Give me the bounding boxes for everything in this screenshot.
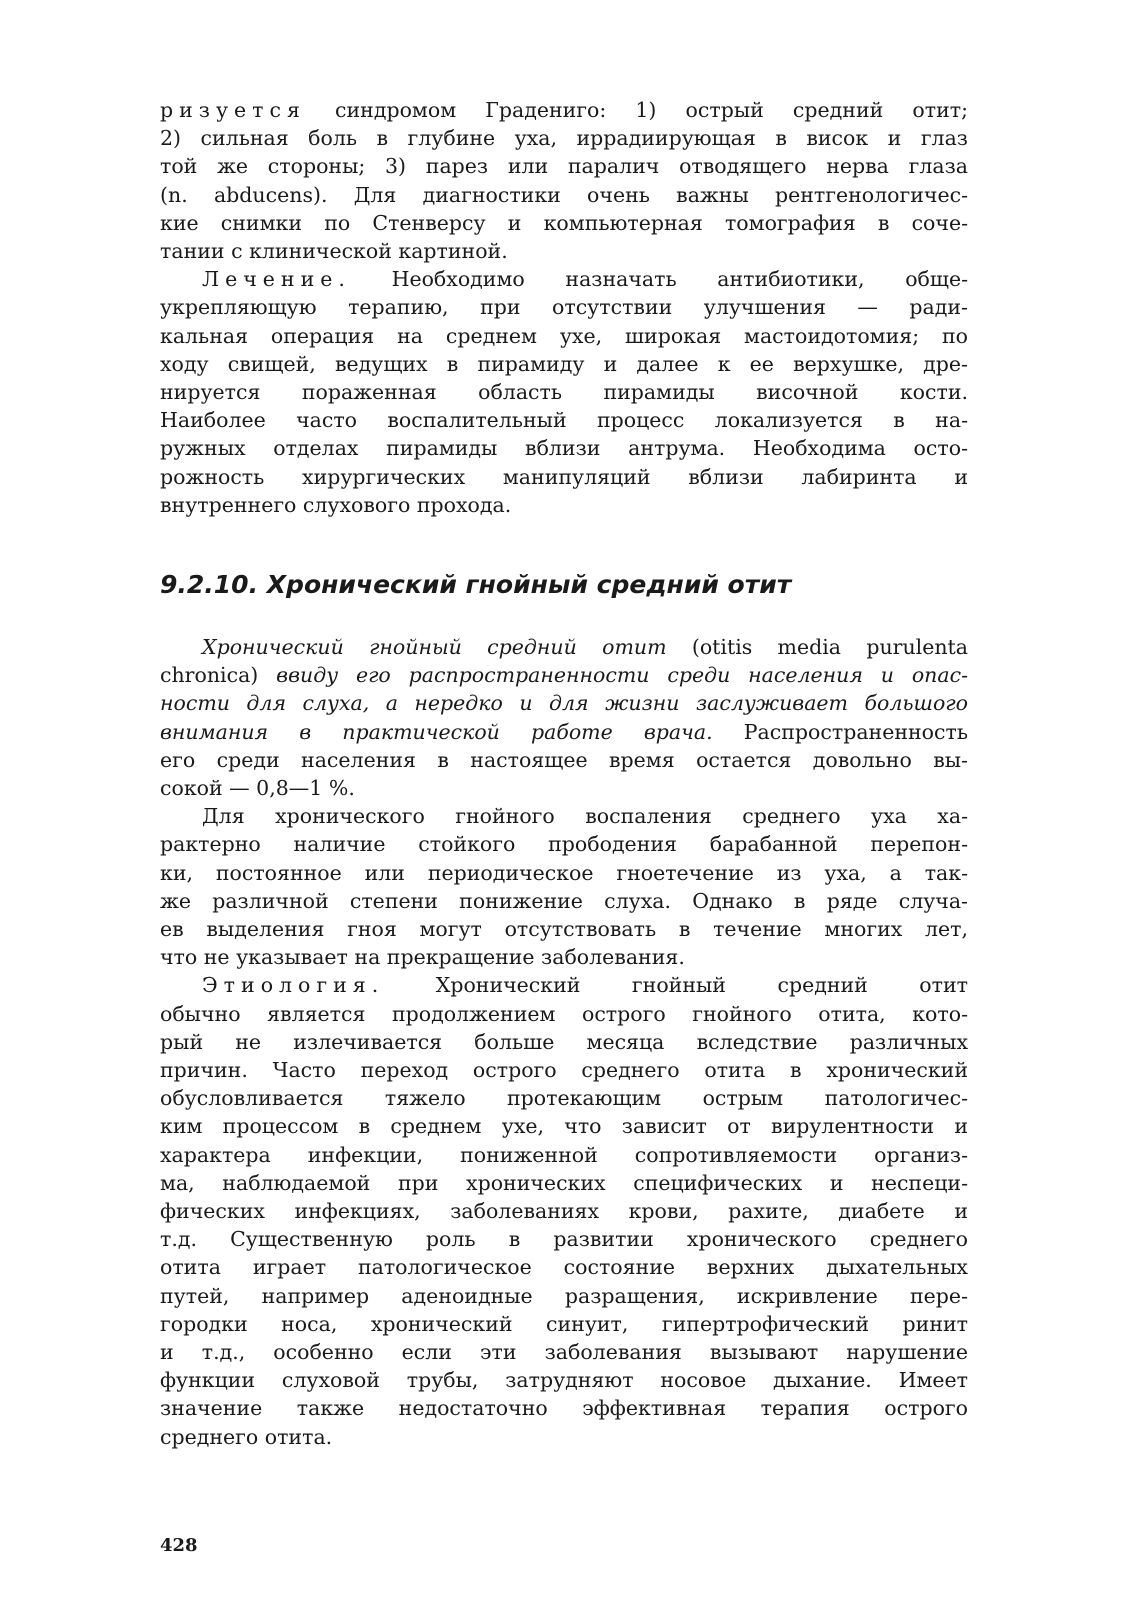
- paragraph-treatment: [160, 265, 968, 519]
- text-line: т.д. Существенную роль в развитии хронического среднего: [160, 1227, 968, 1252]
- text-line: ев выделения гноя могут отсутствовать в течение многих лет,: [160, 917, 968, 942]
- paragraph: [160, 96, 968, 265]
- text-line: же различной степени понижение слуха. Однако в ряде случа-: [160, 888, 968, 913]
- text-line: ма, наблюдаемой при хронических специфических и неспеци-: [160, 1170, 968, 1195]
- text-line: функции слуховой трубы, затрудняют носовое дыхание. Имеет: [160, 1368, 968, 1393]
- text-line: внимания в практической работе врача. Распространенность: [160, 719, 968, 744]
- term: Хронический гнойный средний отит: [202, 635, 667, 659]
- text-line: ки, постоянное или периодическое гноетечение из уха, а так-: [160, 860, 968, 885]
- text-line: (n. abducens). Для диагностики очень важны рентгенологичес-: [160, 182, 968, 207]
- text-line: его среди населения в настоящее время остается довольно вы-: [160, 747, 968, 772]
- text-line: среднего отита.: [160, 1424, 333, 1449]
- text-line: характера инфекции, пониженной сопротивляемости организ-: [160, 1142, 968, 1167]
- text-line: сокой — 0,8—1 %.: [160, 776, 355, 801]
- text-line: укрепляющую терапию, при отсутствии улучшения — ради-: [160, 295, 968, 320]
- text-line: городки носа, хронический синуит, гипертрофический ринит: [160, 1311, 968, 1336]
- text-line: путей, например аденоидные разращения, искривление пере-: [160, 1283, 968, 1308]
- text-line: chronica) ввиду его распространенности среди населения и опас-: [160, 663, 968, 688]
- text-line: обусловливается тяжело протекающим острым патологичес-: [160, 1086, 968, 1111]
- text-block-top: [160, 96, 968, 519]
- text-line: 2) сильная боль в глубине уха, иррадиирующая в висок и глаз: [160, 126, 968, 151]
- text-line: Для хронического гнойного воспаления среднего уха ха-: [202, 804, 968, 829]
- text-line: ким процессом в среднем ухе, что зависит от вирулентности и: [160, 1114, 968, 1139]
- text-line: обычно является продолжением острого гнойного отита, кото-: [160, 1001, 968, 1026]
- text-line: значение также недостаточно эффективная терапия острого: [160, 1396, 968, 1421]
- text-line: фических инфекциях, заболеваниях крови, рахите, диабете и: [160, 1199, 968, 1224]
- text-line: рожность хирургических манипуляций вблизи лабиринта и: [160, 464, 968, 489]
- text-line: что не указывает на прекращение заболевания.: [160, 945, 685, 970]
- section-heading: 9.2.10. Хронический гнойный средний отит: [160, 570, 792, 599]
- text-line: Хронический гнойный средний отит (otitis media purulenta: [202, 635, 969, 659]
- text-line: ружных отделах пирамиды вблизи антрума. Необходима осто-: [160, 436, 968, 461]
- text-line: нируется пораженная область пирамиды височной кости.: [160, 380, 968, 405]
- text-line: Этиология. Хронический гнойный средний отит: [202, 973, 968, 998]
- text-line: Лечение. Необходимо назначать антибиотики, обще-: [202, 267, 968, 292]
- run-in-label: Этиология.: [202, 973, 385, 998]
- run-in-label: Лечение.: [202, 267, 351, 292]
- text-line: кальная операция на среднем ухе, широкая мастоидотомия; по: [160, 323, 968, 348]
- spaced-word: ризуется: [160, 98, 306, 122]
- text-block-section: [160, 633, 968, 1451]
- text-line: отита играет патологическое состояние верхних дыхательных: [160, 1255, 968, 1280]
- text-line: тании с клинической картиной.: [160, 239, 508, 264]
- text-line: рактерно наличие стойкого прободения барабанной перепон-: [160, 832, 968, 857]
- paragraph-definition: [160, 633, 968, 802]
- text-line: кие снимки по Стенверсу и компьютерная томография в соче-: [160, 210, 968, 235]
- page-number: 428: [160, 1535, 198, 1556]
- text-line: рый не излечивается больше месяца вследствие различных: [160, 1029, 968, 1054]
- text-line: той же стороны; 3) парез или паралич отводящего нерва глаза: [160, 154, 968, 179]
- text-line: ходу свищей, ведущих в пирамиду и далее к ее верхушке, дре-: [160, 351, 968, 376]
- paragraph: [160, 802, 968, 971]
- text-line: и т.д., особенно если эти заболевания вызывают нарушение: [160, 1340, 968, 1365]
- text-line: причин. Часто переход острого среднего отита в хронический: [160, 1058, 968, 1083]
- paragraph-etiology: [160, 971, 968, 1450]
- text-line: Наиболее часто воспалительный процесс локализуется в на-: [160, 408, 968, 433]
- text-line: ризуется синдромом Градениго: 1) острый средний отит;: [160, 98, 968, 122]
- text-line: ности для слуха, а нередко и для жизни заслуживает большого: [160, 691, 968, 716]
- text-line: внутреннего слухового прохода.: [160, 492, 512, 517]
